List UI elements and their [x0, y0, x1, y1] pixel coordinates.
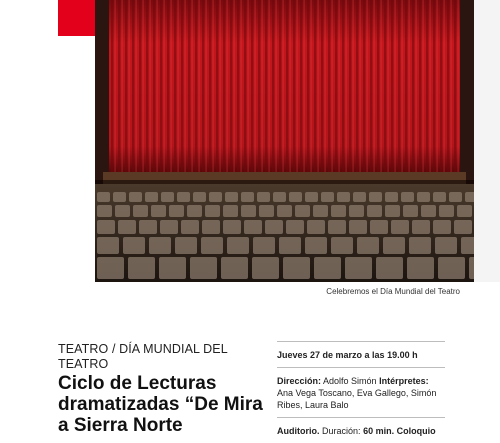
event-title: Ciclo de Lecturas dramatizadas “De Mira a Sierra Norte: [58, 373, 263, 436]
seat: [357, 237, 379, 254]
seat: [367, 205, 382, 217]
seat: [97, 257, 124, 279]
seat: [313, 205, 328, 217]
performers-label: Intérpretes:: [379, 376, 429, 386]
seat: [221, 257, 248, 279]
seat: [244, 220, 262, 234]
page-margin: [474, 0, 500, 282]
seat: [159, 257, 186, 279]
seat: [181, 220, 199, 234]
seat: [97, 205, 112, 217]
seat: [465, 192, 474, 202]
seat: [449, 192, 462, 202]
photo-caption: Celebremos el Día Mundial del Teatro: [326, 287, 460, 296]
duration-value: 60 min. Coloquio: [363, 426, 436, 436]
seat: [376, 257, 403, 279]
seat: [321, 192, 334, 202]
seat: [175, 237, 197, 254]
seat: [169, 205, 184, 217]
seat: [253, 237, 275, 254]
seat: [223, 205, 238, 217]
event-credits-row: [277, 367, 445, 417]
seat: [439, 205, 454, 217]
seat: [128, 257, 155, 279]
seat: [307, 220, 325, 234]
seat: [129, 192, 142, 202]
seat: [201, 237, 223, 254]
seat: [193, 192, 206, 202]
event-details: [277, 341, 445, 443]
seat: [225, 192, 238, 202]
seat: [145, 192, 158, 202]
stage-curtain-image: [95, 0, 474, 282]
venue: Auditorio.: [277, 426, 320, 436]
seat: [401, 192, 414, 202]
seat: [113, 192, 126, 202]
seat: [277, 205, 292, 217]
duration-label: Duración:: [322, 426, 361, 436]
seat: [97, 220, 115, 234]
seat: [457, 205, 472, 217]
seat: [337, 192, 350, 202]
seat: [115, 205, 130, 217]
seat: [273, 192, 286, 202]
seat: [314, 257, 341, 279]
seat: [305, 192, 318, 202]
seat: [190, 257, 217, 279]
seat: [345, 257, 372, 279]
seat: [289, 192, 302, 202]
seat: [417, 192, 430, 202]
event-date: Jueves 27 de marzo a las 19.00 h: [277, 350, 418, 360]
seat: [349, 205, 364, 217]
event-category: TEATRO / DÍA MUNDIAL DEL TEATRO: [58, 342, 228, 371]
seat: [202, 220, 220, 234]
stage-edge: [103, 172, 466, 180]
seat: [283, 257, 310, 279]
seat: [160, 220, 178, 234]
seat: [149, 237, 171, 254]
seat: [403, 205, 418, 217]
seat: [161, 192, 174, 202]
director-name: Adolfo Simón: [323, 376, 377, 386]
seat: [223, 220, 241, 234]
seat: [305, 237, 327, 254]
seat: [295, 205, 310, 217]
seat: [412, 220, 430, 234]
direction-label: Dirección:: [277, 376, 322, 386]
seat: [328, 220, 346, 234]
seat: [331, 205, 346, 217]
theatre-photo: [95, 0, 474, 282]
seat: [279, 237, 301, 254]
event-date-row: [277, 341, 445, 367]
seat: [433, 192, 446, 202]
seat: [369, 192, 382, 202]
seat: [438, 257, 465, 279]
seat: [209, 192, 222, 202]
performers-list: Ana Vega Toscano, Eva Gallego, Simón Ribes, Laura Balo: [277, 388, 437, 410]
seat: [97, 237, 119, 254]
seat: [187, 205, 202, 217]
seat: [241, 205, 256, 217]
seat: [241, 192, 254, 202]
seat: [133, 205, 148, 217]
seat: [385, 192, 398, 202]
seat: [139, 220, 157, 234]
seat: [331, 237, 353, 254]
seat: [227, 237, 249, 254]
seat: [370, 220, 388, 234]
seat: [383, 237, 405, 254]
seat: [259, 205, 274, 217]
seat: [454, 220, 472, 234]
seat: [151, 205, 166, 217]
seat: [407, 257, 434, 279]
seat: [97, 192, 110, 202]
seat: [435, 237, 457, 254]
seat: [265, 220, 283, 234]
seat: [461, 237, 474, 254]
seat: [123, 237, 145, 254]
seat: [391, 220, 409, 234]
seat: [252, 257, 279, 279]
seat: [177, 192, 190, 202]
seat: [349, 220, 367, 234]
seat: [118, 220, 136, 234]
seat: [385, 205, 400, 217]
seat: [205, 205, 220, 217]
seat: [433, 220, 451, 234]
seat: [409, 237, 431, 254]
seat: [286, 220, 304, 234]
seat: [257, 192, 270, 202]
event-venue-row: [277, 417, 445, 443]
seat: [353, 192, 366, 202]
seat: [421, 205, 436, 217]
accent-block: [58, 0, 95, 36]
